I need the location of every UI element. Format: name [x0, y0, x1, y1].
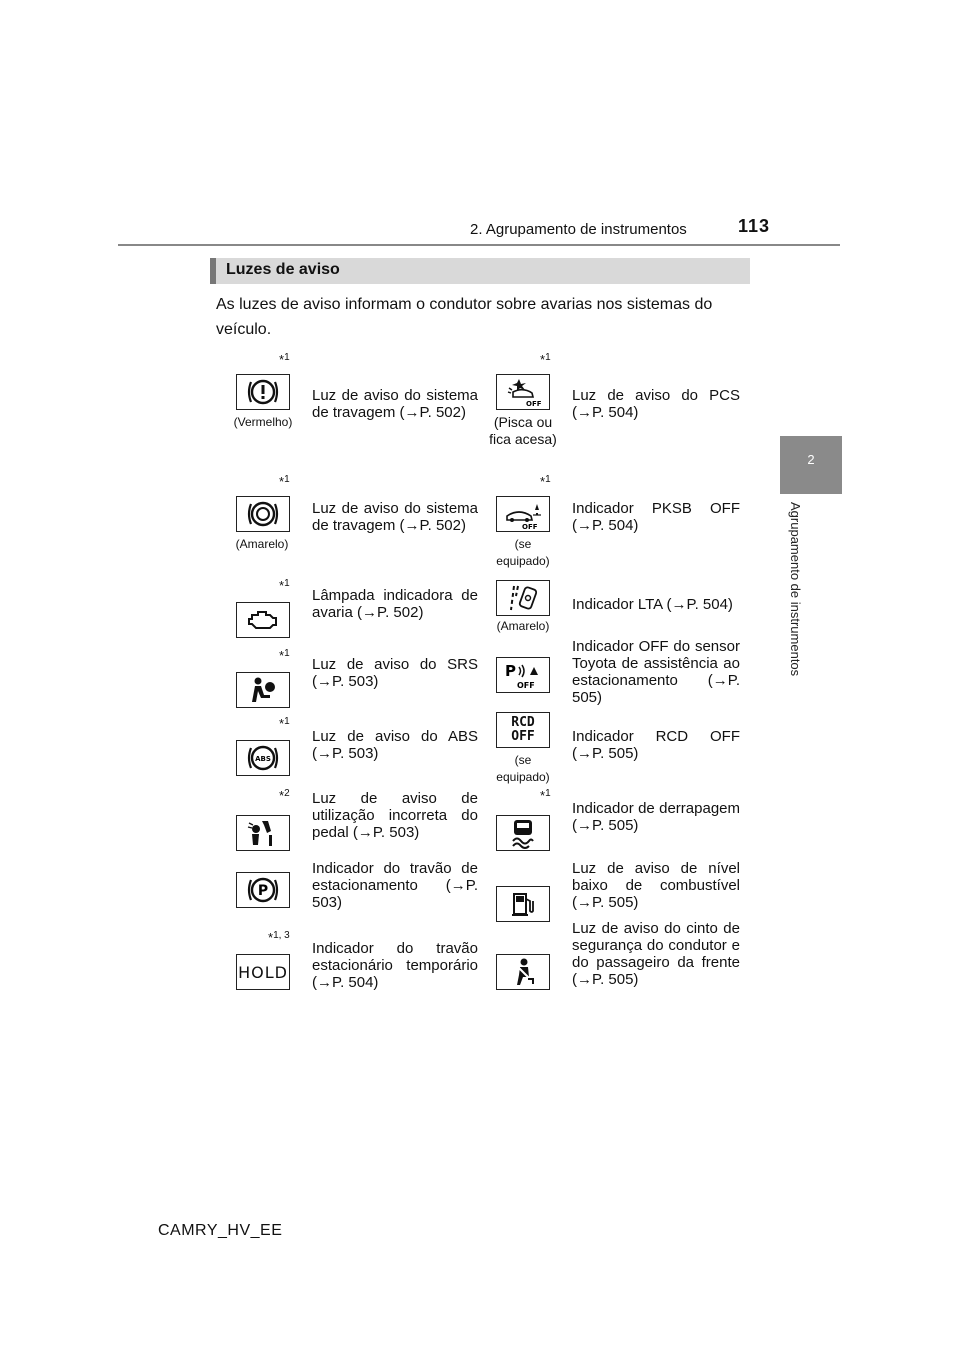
light-description: Indicador do travão de estacionamento (→P. 503) [312, 860, 478, 911]
light-description: Luz de aviso do sistema de travagem (→P. 502) [312, 387, 478, 421]
light-description: Indicador do travão estacionário temporário (→P. 504) [312, 940, 478, 991]
hold-indicator-icon: HOLD [236, 954, 290, 990]
lta-indicator-icon [496, 580, 550, 616]
light-description: Indicador de derrapagem (→P. 505) [572, 800, 740, 834]
light-description: Luz de aviso do cinto de segurança do condutor e do passageiro da frente (→P. 505) [572, 920, 740, 988]
abs-warning-icon [236, 740, 290, 776]
pksb-off-icon [496, 496, 550, 532]
pcs-warning-icon [496, 374, 550, 410]
footnote-marker: *$^1$ [279, 578, 290, 593]
slip-indicator-icon [496, 815, 550, 851]
footnote-marker: *$^{1, 3}$ [268, 930, 290, 945]
chapter-tab-label: Agrupamento de instrumentos [788, 502, 803, 677]
light-description: Luz de aviso do ABS (→P. 503) [312, 728, 478, 762]
footnote-marker: *$^1$ [279, 352, 290, 367]
footnote-marker: *$^1$ [540, 474, 551, 489]
seatbelt-reminder-icon [496, 954, 550, 990]
light-description: Indicador RCD OFF (→P. 505) [572, 728, 740, 762]
svg-text:P: P [257, 883, 269, 899]
footnote-marker: *$^1$ [540, 352, 551, 367]
svg-text:ABS: ABS [255, 755, 271, 763]
light-description: Luz de aviso do sistema de travagem (→P. 502) [312, 500, 478, 534]
light-description: Luz de aviso do SRS (→P. 503) [312, 656, 478, 690]
chapter-tab-number: 2 [807, 452, 815, 467]
fuel-level-icon [496, 886, 550, 922]
icon-caption: (Vermelho) [233, 415, 293, 429]
pedal-misapplication-icon [236, 815, 290, 851]
light-description: Luz de aviso de nível baixo de combustível (→P. 505) [572, 860, 740, 911]
rcd-off-icon: RCD OFF [496, 712, 550, 748]
page-number: 113 [738, 216, 771, 236]
section-heading [210, 258, 750, 284]
svg-text:P: P [505, 662, 516, 680]
header-rule [118, 244, 840, 246]
light-description: Indicador OFF do sensor Toyota de assistência ao estacionamento (→P. 505) [572, 638, 740, 706]
footnote-marker: *$^2$ [279, 788, 290, 803]
footnote-marker: *$^1$ [279, 716, 290, 731]
section-heading-title: Luzes de aviso [226, 261, 340, 278]
parking-brake-icon [236, 872, 290, 908]
parking-assist-off-icon [496, 657, 550, 693]
light-description: Luz de aviso do PCS (→P. 504) [572, 387, 740, 421]
section-heading-accent [210, 258, 216, 284]
svg-text:OFF: OFF [526, 400, 542, 408]
intro-paragraph: As luzes de aviso informam o condutor sobre avarias nos sistemas do veículo. [216, 296, 713, 338]
light-description: Lâmpada indicadora de avaria (→P. 502) [312, 587, 478, 621]
footnote-marker: *$^1$ [279, 648, 290, 663]
light-description: Indicador PKSB OFF (→P. 504) [572, 500, 740, 534]
icon-caption: (se equipado) [496, 537, 550, 568]
icon-caption: (se equipado) [496, 753, 550, 784]
running-header-section: 2. Agrupamento de instrumentos [470, 221, 687, 238]
icon-caption: (Pisca ou fica acesa) [489, 414, 557, 447]
srs-airbag-icon [236, 672, 290, 708]
brake-system-icon [236, 496, 290, 532]
icon-caption: (Amarelo) [235, 537, 289, 551]
document-code: CAMRY_HV_EE [158, 1222, 283, 1239]
check-engine-icon [236, 602, 290, 638]
svg-text:OFF: OFF [517, 681, 535, 690]
svg-text:OFF: OFF [522, 523, 538, 530]
footnote-marker: *$^1$ [540, 788, 551, 803]
icon-caption: (Amarelo) [496, 619, 550, 633]
brake-warning-icon [236, 374, 290, 410]
footnote-marker: *$^1$ [279, 474, 290, 489]
light-description: Indicador LTA (→P. 504) [572, 596, 733, 613]
light-description: Luz de aviso de utilização incorreta do pedal (→P. 503) [312, 790, 478, 841]
